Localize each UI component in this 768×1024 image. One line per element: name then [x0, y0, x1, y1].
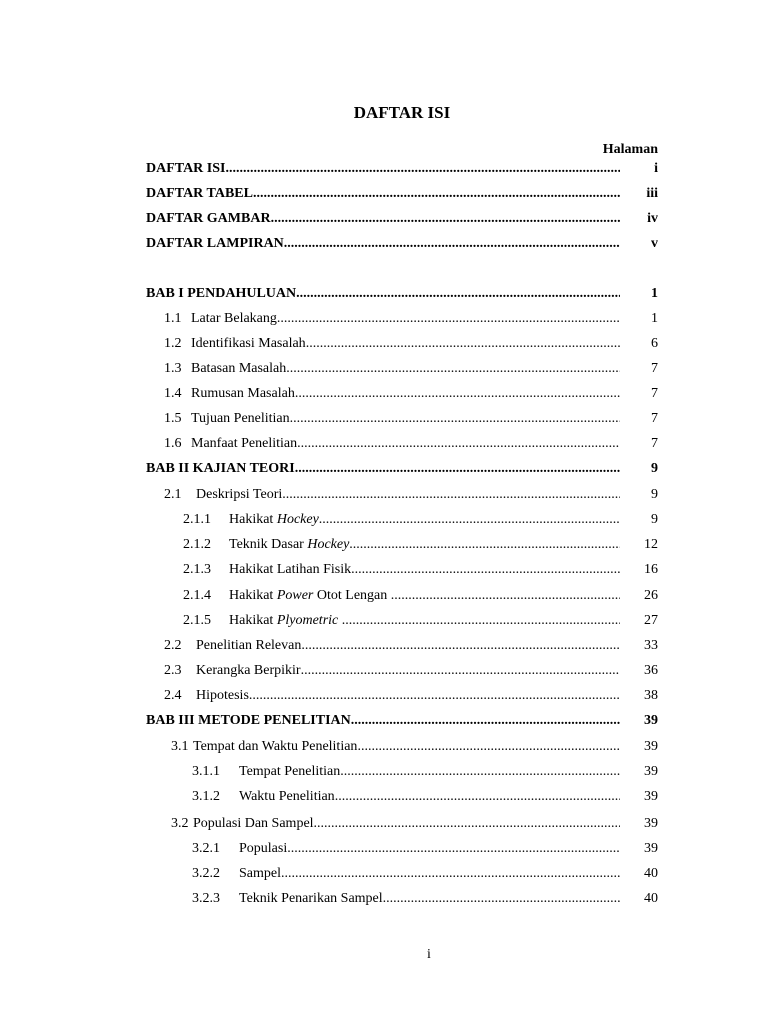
toc-entry-page: 7 — [651, 411, 658, 426]
toc-entry-number: 3.2.1 — [192, 841, 220, 856]
toc-leader-dots — [296, 285, 620, 303]
toc-entry-label — [191, 360, 286, 378]
toc-leader-dots — [319, 511, 620, 529]
toc-leader-dots — [295, 385, 620, 403]
toc-entry — [146, 458, 658, 478]
toc-entry-label — [191, 385, 295, 403]
toc-entry — [192, 888, 658, 908]
toc-leader-dots — [351, 712, 620, 730]
toc-entry-page: iii — [646, 186, 658, 201]
toc-entry-label — [191, 310, 277, 328]
toc-entry-page: 39 — [644, 764, 658, 779]
toc-entry — [164, 408, 658, 428]
toc-entry-label-text: Tempat Penelitian — [239, 764, 341, 779]
toc-leader-dots — [271, 210, 620, 228]
toc-leader-dots — [290, 410, 620, 428]
toc-entry-number: 2.1.1 — [183, 512, 211, 527]
toc-entry — [146, 233, 658, 253]
toc-entry-label-text: Hakikat — [229, 588, 277, 603]
toc-entry-page: 39 — [644, 739, 658, 754]
toc-entry — [146, 283, 658, 303]
toc-entry-number: 3.2 — [171, 816, 189, 831]
toc-entry-label — [191, 410, 290, 428]
toc-leader-dots — [383, 890, 620, 908]
toc-entry-number: 1.2 — [164, 336, 182, 351]
toc-entry-label — [239, 788, 335, 806]
toc-leader-dots — [253, 185, 620, 203]
toc-entry-number: 1.4 — [164, 386, 182, 401]
toc-entry — [171, 813, 658, 833]
toc-entry-number: 2.1.5 — [183, 613, 211, 628]
toc-entry-page: 9 — [651, 461, 658, 476]
toc-entry-label — [229, 511, 319, 529]
toc-entry-page: 6 — [651, 336, 658, 351]
toc-leader-dots — [301, 637, 620, 655]
toc-leader-dots — [335, 788, 620, 806]
toc-entry-page: 9 — [651, 487, 658, 502]
toc-entry-label-text: Manfaat Penelitian — [191, 436, 298, 451]
toc-entry-label-text: BAB I PENDAHULUAN — [146, 286, 297, 301]
toc-entry-page: 26 — [644, 588, 658, 603]
toc-entry-label — [193, 738, 357, 756]
toc-entry-page: i — [654, 161, 658, 176]
toc-entry-number: 1.5 — [164, 411, 182, 426]
toc-entry — [183, 559, 658, 579]
toc-entry-number: 1.1 — [164, 311, 182, 326]
toc-entry-label-text: Hakikat — [229, 512, 277, 527]
toc-leader-dots — [295, 460, 620, 478]
toc-entry-label-text: Tempat dan Waktu Penelitian — [193, 739, 358, 754]
toc-entry — [192, 863, 658, 883]
footer-page-number: i — [427, 947, 431, 962]
toc-leader-dots — [297, 435, 620, 453]
toc-entry-label-italic: Hockey — [307, 537, 350, 552]
toc-entry-label-text: Deskripsi Teori — [196, 487, 283, 502]
toc-entry-label-text: Penelitian Relevan — [196, 638, 302, 653]
toc-entry-label — [146, 160, 225, 178]
toc-entry-page: 39 — [644, 789, 658, 804]
toc-leader-dots — [357, 738, 620, 756]
toc-leader-dots — [342, 612, 620, 630]
toc-entry — [164, 685, 658, 705]
toc-entry-page: 7 — [651, 436, 658, 451]
toc-entry-page: 39 — [644, 841, 658, 856]
toc-leader-dots — [286, 360, 620, 378]
toc-entry-number: 3.1 — [171, 739, 189, 754]
toc-entry-number: 1.3 — [164, 361, 182, 376]
toc-entry-number: 3.2.3 — [192, 891, 220, 906]
toc-entry-label-text: Sampel — [239, 866, 281, 881]
toc-entry — [146, 158, 658, 178]
toc-entry — [164, 383, 658, 403]
toc-leader-dots — [282, 486, 620, 504]
toc-entry-page: 27 — [644, 613, 658, 628]
toc-entry-label — [239, 840, 287, 858]
toc-entry-label-suffix: Otot Lengan — [313, 588, 391, 603]
toc-entry-label-text: Populasi Dan Sampel — [193, 816, 314, 831]
toc-entry — [192, 786, 658, 806]
toc-entry-label — [146, 210, 271, 228]
toc-entry-label-italic: Power — [276, 588, 314, 603]
toc-entry-label-text: BAB II KAJIAN TEORI — [146, 461, 295, 476]
toc-entry — [183, 610, 658, 630]
toc-entry — [164, 333, 658, 353]
toc-leader-dots — [340, 763, 620, 781]
toc-entry-label-text: Teknik Penarikan Sampel — [239, 891, 383, 906]
toc-entry-number: 2.1.3 — [183, 562, 211, 577]
toc-entry — [164, 484, 658, 504]
toc-entry-number: 2.1 — [164, 487, 182, 502]
toc-entry-label-text: Hakikat — [229, 613, 277, 628]
toc-entry-page: 39 — [644, 713, 658, 728]
toc-entry-label — [229, 612, 342, 630]
toc-entry — [146, 710, 658, 730]
toc-leader-dots — [314, 815, 620, 833]
toc-entry-number: 2.4 — [164, 688, 182, 703]
toc-entry-label — [239, 865, 281, 883]
toc-entry-label-text: Rumusan Masalah — [191, 386, 295, 401]
toc-entry-label — [191, 335, 306, 353]
toc-entry-label — [239, 890, 383, 908]
toc-entry-label — [196, 687, 249, 705]
toc-entry-label — [146, 235, 284, 253]
toc-entry-label-italic: Hockey — [276, 512, 319, 527]
toc-leader-dots — [284, 235, 620, 253]
toc-entry-number: 2.2 — [164, 638, 182, 653]
toc-entry — [164, 433, 658, 453]
toc-leader-dots — [306, 335, 620, 353]
toc-entry-label — [146, 712, 351, 730]
toc-entry-page: 36 — [644, 663, 658, 678]
toc-entry-page: v — [651, 236, 658, 251]
toc-entry-label-text: Waktu Penelitian — [239, 789, 335, 804]
toc-entry-label-text: Kerangka Berpikir — [196, 663, 301, 678]
toc-entry-label — [146, 285, 296, 303]
toc-entry-label — [229, 536, 349, 554]
toc-entry — [164, 635, 658, 655]
toc-entry-page: 9 — [651, 512, 658, 527]
toc-entry-number: 2.3 — [164, 663, 182, 678]
toc-entry — [164, 358, 658, 378]
toc-entry-label — [146, 460, 295, 478]
toc-entry-label-text: Tujuan Penelitian — [191, 411, 290, 426]
toc-leader-dots — [277, 310, 620, 328]
toc-entry-label-text: DAFTAR ISI — [146, 161, 226, 176]
toc-entry — [183, 509, 658, 529]
toc-entry-number: 1.6 — [164, 436, 182, 451]
toc-entry — [164, 660, 658, 680]
toc-entry-label-text: Teknik Dasar — [229, 537, 308, 552]
toc-leader-dots — [391, 587, 620, 605]
toc-entry — [192, 838, 658, 858]
page-column-header: Halaman — [602, 142, 658, 157]
toc-entry-label — [196, 486, 282, 504]
toc-entry-number: 3.1.1 — [192, 764, 220, 779]
toc-entry-label-text: Hakikat Latihan Fisik — [229, 562, 352, 577]
toc-entry-label-text: DAFTAR GAMBAR — [146, 211, 271, 226]
toc-entry-label — [239, 763, 340, 781]
toc-entry-number: 3.1.2 — [192, 789, 220, 804]
toc-entry — [146, 208, 658, 228]
toc-entry — [183, 534, 658, 554]
toc-entry — [164, 308, 658, 328]
toc-entry-page: 40 — [644, 891, 658, 906]
toc-entry-label-text: DAFTAR LAMPIRAN — [146, 236, 284, 251]
toc-entry — [192, 761, 658, 781]
toc-entry-label — [193, 815, 314, 833]
toc-entry-page: 33 — [644, 638, 658, 653]
toc-entry-label-text: Latar Belakang — [191, 311, 277, 326]
toc-entry-page: 1 — [651, 311, 658, 326]
toc-entry-label-text: Identifikasi Masalah — [191, 336, 306, 351]
toc-leader-dots — [301, 662, 620, 680]
toc-entry-label — [229, 561, 351, 579]
toc-entry-number: 3.2.2 — [192, 866, 220, 881]
toc-entry — [171, 736, 658, 756]
toc-entry-label-text: Batasan Masalah — [191, 361, 287, 376]
toc-entry-page: 12 — [644, 537, 658, 552]
toc-leader-dots — [281, 865, 620, 883]
toc-entry-number: 2.1.4 — [183, 588, 211, 603]
toc-entry-page: 38 — [644, 688, 658, 703]
toc-entry-label — [146, 185, 253, 203]
toc-leader-dots — [287, 840, 620, 858]
toc-leader-dots — [225, 160, 620, 178]
toc-entry-label — [196, 637, 301, 655]
toc-entry-page: 39 — [644, 816, 658, 831]
toc-entry-label-text: BAB III METODE PENELITIAN — [146, 713, 351, 728]
toc-entry-label-text: Populasi — [239, 841, 288, 856]
toc-entry-label-text: Hipotesis — [196, 688, 249, 703]
toc-leader-dots — [249, 687, 620, 705]
toc-entry-label — [229, 587, 391, 605]
toc-entry-label-text: DAFTAR TABEL — [146, 186, 253, 201]
toc-entry — [183, 585, 658, 605]
toc-leader-dots — [349, 536, 620, 554]
toc-entry-page: 7 — [651, 386, 658, 401]
page-title: DAFTAR ISI — [353, 103, 451, 122]
toc-entry-label — [196, 662, 301, 680]
toc-entry-page: 16 — [644, 562, 658, 577]
toc-entry — [146, 183, 658, 203]
toc-entry-page: 1 — [651, 286, 658, 301]
toc-entry-page: 40 — [644, 866, 658, 881]
toc-entry-page: 7 — [651, 361, 658, 376]
toc-entry-page: iv — [647, 211, 658, 226]
toc-entry-number: 2.1.2 — [183, 537, 211, 552]
toc-leader-dots — [351, 561, 620, 579]
toc-entry-label — [191, 435, 297, 453]
toc-entry-label-italic: Plyometric — [276, 613, 339, 628]
